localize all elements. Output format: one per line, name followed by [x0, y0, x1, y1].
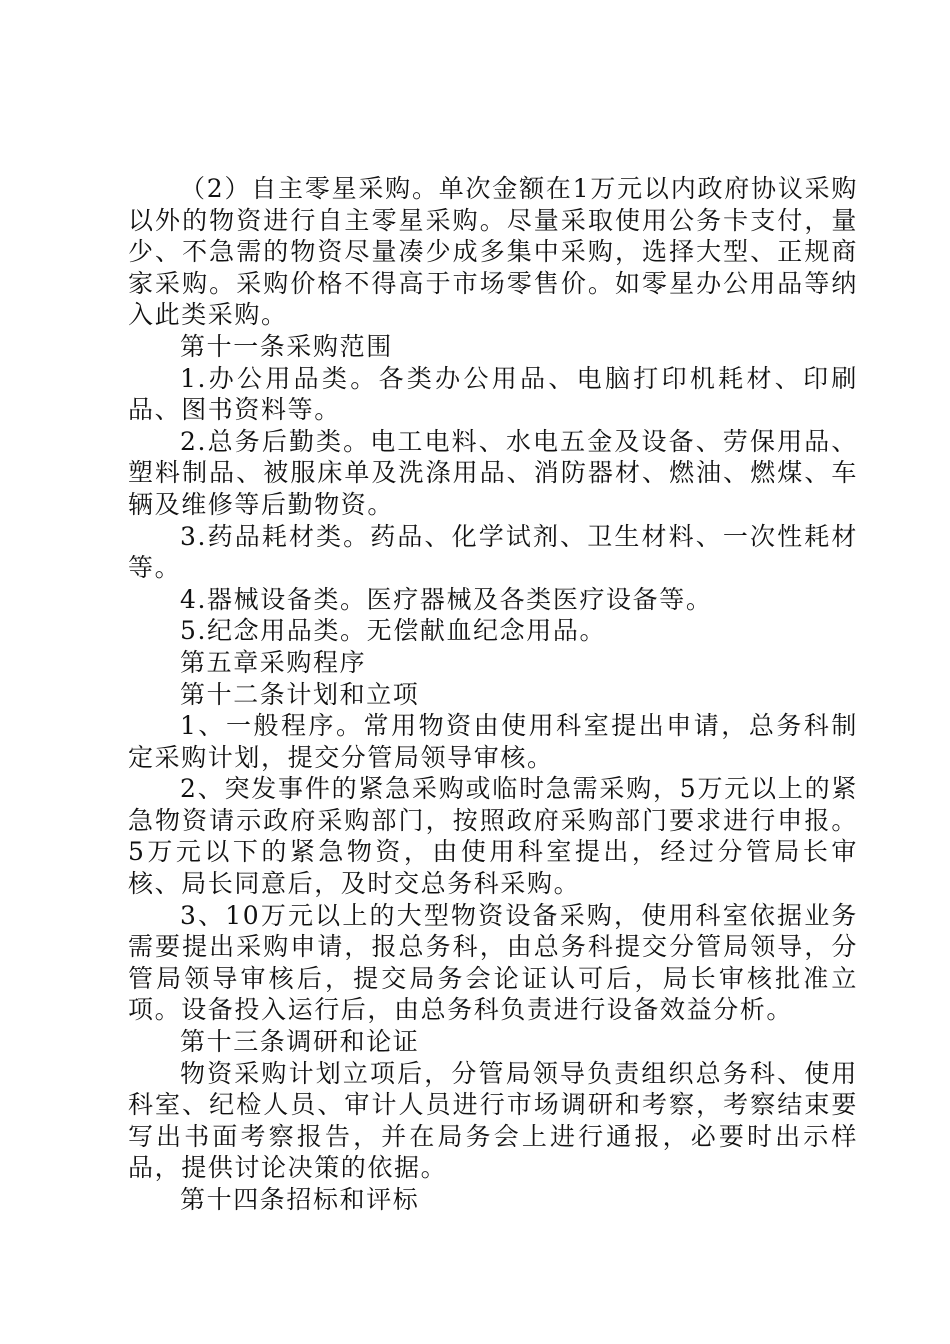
heading-article-13: 第十三条调研和论证 [180, 1027, 420, 1057]
paragraph-medicine: 3.药品耗材类。药品、化学试剂、卫生材料、一次性耗材等。 [128, 521, 858, 583]
document-body [128, 173, 858, 1216]
paragraph-equipment: 4.器械设备类。医疗器械及各类医疗设备等。 [180, 584, 713, 614]
heading-article-12: 第十二条计划和立项 [180, 679, 420, 709]
paragraph-large-equipment: 3、10万元以上的大型物资设备采购，使用科室依据业务需要提出采购申请，报总务科，由总务科提交分管局领导，分管局领导审核后，提交局务会论证认可后，局长审核批准立项。设备投入运行后，由总务科负责进行设备效益分析。 [128, 900, 858, 1025]
paragraph-self-procurement: （2）自主零星采购。单次金额在1万元以内政府协议采购以外的物资进行自主零星采购。尽量采取使用公务卡支付，量少、不急需的物资尽量凑少成多集中采购，选择大型、正规商家采购。采购价格不得高于市场零售价。如零星办公用品等纳入此类采购。 [128, 174, 858, 330]
paragraph-general-procedure: 1、一般程序。常用物资由使用科室提出申请，总务科制定采购计划，提交分管局领导审核。 [128, 711, 858, 772]
paragraph-emergency-procurement: 2、突发事件的紧急采购或临时急需采购，5万元以上的紧急物资请示政府采购部门，按照政府采购部门要求进行申报。5万元以下的紧急物资，由使用科室提出，经过分管局长审核、局长同意后，及时交总务科采购。 [128, 774, 858, 899]
paragraph-office-supplies: 1.办公用品类。各类办公用品、电脑打印机耗材、印刷品、图书资料等。 [128, 363, 858, 425]
heading-article-11: 第十一条采购范围 [180, 331, 393, 361]
heading-chapter-5: 第五章采购程序 [180, 647, 367, 677]
paragraph-souvenirs: 5.纪念用品类。无偿献血纪念用品。 [180, 616, 607, 646]
paragraph-logistics: 2.总务后勤类。电工电料、水电五金及设备、劳保用品、塑料制品、被服床单及洗涤用品、消防器材、燃油、燃煤、车辆及维修等后勤物资。 [128, 426, 858, 519]
heading-article-14: 第十四条招标和评标 [180, 1185, 420, 1214]
paragraph-research: 物资采购计划立项后，分管局领导负责组织总务科、使用科室、纪检人员、审计人员进行市场调研和考察，考察结束要写出书面考察报告，并在局务会上进行通报，必要时出示样品，提供讨论决策的依据。 [128, 1058, 858, 1183]
